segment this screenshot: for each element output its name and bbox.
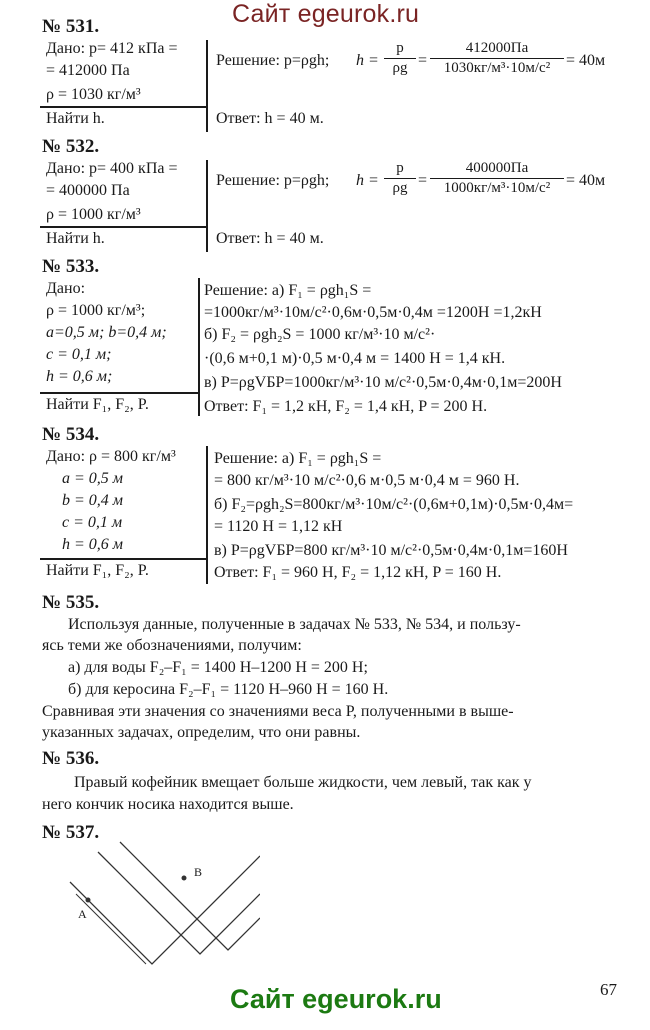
- p532-fraction-p-over-rhog: [384, 160, 416, 197]
- p533-divider-vertical: [198, 278, 200, 416]
- p532-given-line1: Дано: p= 400 кПа =: [46, 160, 178, 177]
- p531-frac1-den: ρg: [392, 60, 408, 76]
- p532-find: Найти h.: [46, 230, 105, 247]
- point-a-label: A: [78, 907, 87, 921]
- p532-given-line2: = 400000 Па: [46, 182, 130, 199]
- communicating-tube-diagram: [60, 838, 260, 968]
- p531-frac2-num: 412000Па: [430, 40, 564, 59]
- p531-given-line3: ρ = 1030 кг/м³: [46, 86, 141, 103]
- p531-fraction-values: [430, 40, 564, 77]
- p532-eq: =: [418, 172, 428, 189]
- p534-divider-vertical: [206, 446, 208, 584]
- p534-given-1: a = 0,5 м: [62, 470, 124, 487]
- p532-h-eq: h =: [356, 172, 379, 189]
- point-b-marker: [182, 876, 187, 881]
- p533-given-3: c = 0,1 м;: [46, 346, 112, 363]
- p531-divider-vertical: [206, 40, 208, 132]
- p535-line-2: а) для воды F₂–F₁ = 1400 Н–1200 Н = 200 Н;: [68, 659, 368, 676]
- p534-solution-3: = 1120 Н = 1,12 кН: [214, 518, 343, 535]
- p533-solution-4: в) P=ρgVБР=1000кг/м³·10 м/с²·0,5м·0,4м·0,1м=200Н: [204, 374, 562, 391]
- site-watermark-bottom: Сайт egeurok.ru: [230, 984, 442, 1014]
- p532-frac1-num: p: [384, 160, 416, 179]
- problem-533-number: № 533.: [42, 256, 100, 277]
- p531-frac1-num: p: [384, 40, 416, 59]
- p532-solution: Решение: p=ρgh;: [216, 172, 330, 189]
- p533-divider-horizontal: [40, 392, 200, 394]
- p534-answer: Ответ: F₁ = 960 Н, F₂ = 1,12 кН, P = 160 Н.: [214, 564, 502, 581]
- tube-outer-wall: [120, 842, 260, 950]
- tube-inner-wall: [70, 856, 260, 964]
- p532-fraction-values: [430, 160, 564, 197]
- page-number: 67: [600, 980, 617, 999]
- p534-given-0: Дано: ρ = 800 кг/м³: [46, 448, 176, 465]
- p536-line-0: Правый кофейник вмещает больше жидкости, чем левый, так как у: [74, 774, 532, 791]
- p531-h-eq: h =: [356, 52, 379, 69]
- p534-solution-0: Решение: а) F₁ = ρgh₁S =: [214, 450, 382, 467]
- p533-solution-2: б) F₂ = ρgh₂S = 1000 кг/м³·10 м/с²·: [204, 326, 436, 343]
- p532-frac2-den: 1000кг/м³·10м/с²: [443, 180, 551, 196]
- p534-given-2: b = 0,4 м: [62, 492, 124, 509]
- p534-given-4: h = 0,6 м: [62, 536, 124, 553]
- p531-divider-horizontal: [40, 106, 208, 108]
- p531-solution: Решение: p=ρgh;: [216, 52, 330, 69]
- p533-solution-0: Решение: а) F₁ = ρgh₁S =: [204, 282, 372, 299]
- problem-531-number: № 531.: [42, 16, 100, 37]
- p531-result: = 40м: [566, 52, 606, 69]
- p535-line-0: Используя данные, полученные в задачах № 533, № 534, и пользу-: [68, 616, 521, 633]
- tube-middle-wall: [98, 852, 260, 954]
- p533-solution-1: =1000кг/м³·10м/с²·0,6м·0,5м·0,4м =1200Н =1,2кН: [204, 304, 542, 321]
- p533-find: Найти F₁, F₂, P.: [46, 396, 149, 413]
- p532-frac2-num: 400000Па: [430, 160, 564, 179]
- p532-divider-horizontal: [40, 226, 208, 228]
- p532-divider-vertical: [206, 160, 208, 252]
- p535-line-4: Сравнивая эти значения со значениями веса P, полученными в выше-: [42, 703, 514, 720]
- p532-frac1-den: ρg: [392, 180, 408, 196]
- p535-line-3: б) для керосина F₂–F₁ = 1120 Н–960 Н = 160 Н.: [68, 681, 389, 698]
- p532-given-line3: ρ = 1000 кг/м³: [46, 206, 141, 223]
- p534-solution-1: = 800 кг/м³·10 м/с²·0,6 м·0,5 м·0,4 м = 960 Н.: [214, 472, 520, 489]
- p531-find: Найти h.: [46, 110, 105, 127]
- p531-fraction-p-over-rhog: [384, 40, 416, 77]
- p531-answer: Ответ: h = 40 м.: [216, 110, 324, 127]
- p534-divider-horizontal: [40, 558, 208, 560]
- p533-solution-3: ·(0,6 м+0,1 м)·0,5 м·0,4 м = 1400 Н = 1,4 кН.: [204, 350, 506, 367]
- p533-answer: Ответ: F₁ = 1,2 кН, F₂ = 1,4 кН, P = 200 Н.: [204, 398, 488, 415]
- p533-given-4: h = 0,6 м;: [46, 368, 113, 385]
- tube-left-edge: [76, 894, 146, 964]
- p533-given-1: ρ = 1000 кг/м³;: [46, 302, 146, 319]
- p532-result: = 40м: [566, 172, 606, 189]
- site-watermark-top: Сайт egeurok.ru: [232, 0, 420, 28]
- p531-frac2-den: 1030кг/м³·10м/с²: [443, 60, 551, 76]
- p535-line-1: ясь теми же обозначениями, получим:: [42, 637, 302, 654]
- p534-given-3: c = 0,1 м: [62, 514, 123, 531]
- p531-given-line1: Дано: p= 412 кПа =: [46, 40, 178, 57]
- p532-answer: Ответ: h = 40 м.: [216, 230, 324, 247]
- problem-532-number: № 532.: [42, 136, 100, 157]
- p531-eq: =: [418, 52, 428, 69]
- p533-given-2: a=0,5 м; b=0,4 м;: [46, 324, 167, 341]
- problem-537-number: № 537.: [42, 822, 100, 843]
- problem-536-number: № 536.: [42, 748, 100, 769]
- problem-535-number: № 535.: [42, 592, 100, 613]
- p534-solution-4: в) P=ρgVБР=800 кг/м³·10 м/с²·0,5м·0,4м·0,1м=160Н: [214, 542, 568, 559]
- p534-find: Найти F₁, F₂, P.: [46, 562, 149, 579]
- p535-line-5: указанных задачах, определим, что они равны.: [42, 724, 361, 741]
- p533-given-0: Дано:: [46, 280, 86, 297]
- p536-line-1: него кончик носика находится выше.: [42, 796, 294, 813]
- p531-given-line2: = 412000 Па: [46, 62, 130, 79]
- point-b-label: B: [194, 865, 203, 879]
- problem-534-number: № 534.: [42, 424, 100, 445]
- p534-solution-2: б) F₂=ρgh₂S=800кг/м³·10м/с²·(0,6м+0,1м)·0,5м·0,4м=: [214, 496, 574, 513]
- point-a-marker: [86, 898, 91, 903]
